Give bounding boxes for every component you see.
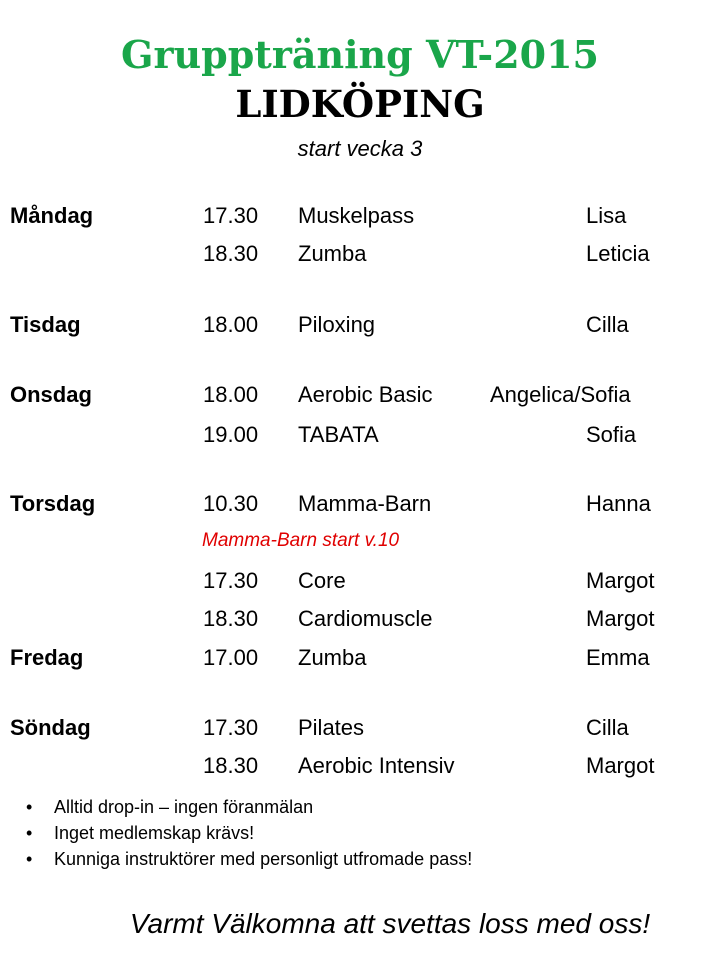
class-name: Mamma-Barn: [298, 491, 432, 516]
class-time: 19.00: [203, 422, 259, 447]
class-time: 17.30: [203, 715, 259, 740]
class-time: 18.00: [203, 312, 259, 337]
schedule-row: [0, 422, 720, 452]
instructor-name: Hanna: [586, 491, 651, 516]
day-label: Torsdag: [10, 491, 96, 516]
class-name: TABATA: [298, 422, 379, 447]
list-item: [0, 820, 472, 846]
page-title: Gruppträning VT-2015: [121, 32, 599, 77]
class-name: Core: [298, 568, 346, 593]
class-time: 18.30: [203, 606, 259, 631]
instructor-name: Margot: [586, 568, 655, 593]
class-name: Muskelpass: [298, 203, 415, 228]
day-label: Onsdag: [10, 382, 92, 407]
day-label: Tisdag: [10, 312, 81, 337]
instructor-name: Cilla: [586, 312, 629, 337]
instructor-name: Sofia: [586, 422, 637, 447]
class-name: Piloxing: [298, 312, 376, 337]
bullet-text: Kunniga instruktörer med personligt utfromade pass!: [54, 849, 473, 869]
instructor-name: Angelica/Sofia: [490, 382, 631, 407]
bullet-text: Inget medlemskap krävs!: [54, 823, 255, 843]
class-name: Zumba: [298, 645, 367, 670]
day-label: Söndag: [10, 715, 91, 740]
class-time: 17.00: [203, 645, 259, 670]
schedule-row: [0, 203, 720, 233]
instructor-name: Margot: [586, 753, 655, 778]
instructor-name: Margot: [586, 606, 655, 631]
instructor-name: Emma: [586, 645, 650, 670]
class-time: 18.30: [203, 753, 259, 778]
instructor-name: Lisa: [586, 203, 627, 228]
start-note: Mamma-Barn start v.10: [202, 530, 400, 551]
bullet-icon: •: [26, 823, 33, 843]
start-week: start vecka 3: [297, 136, 423, 161]
schedule-row: [0, 382, 720, 412]
bullet-icon: •: [26, 849, 33, 869]
schedule-row: [0, 645, 720, 675]
instructor-name: Leticia: [586, 241, 650, 266]
class-name: Cardiomuscle: [298, 606, 433, 631]
instructor-name: Cilla: [586, 715, 629, 740]
welcome-message: Varmt Välkomna att svettas loss med oss!: [129, 908, 651, 939]
class-name: Zumba: [298, 241, 367, 266]
class-time: 17.30: [203, 568, 259, 593]
bullet-text: Alltid drop-in – ingen föranmälan: [54, 797, 314, 817]
class-time: 18.00: [203, 382, 259, 407]
bullet-icon: •: [26, 797, 33, 817]
info-bullet-list: [0, 794, 472, 872]
class-time: 18.30: [203, 241, 259, 266]
list-item: [0, 794, 472, 820]
day-label: Måndag: [10, 203, 94, 228]
schedule-row: [0, 312, 720, 342]
schedule-row: [0, 753, 720, 783]
page-subtitle: LIDKÖPING: [235, 82, 485, 126]
schedule-row: [0, 241, 720, 271]
schedule-row: [0, 568, 720, 598]
class-name: Aerobic Basic: [298, 382, 433, 407]
schedule-row: [0, 491, 720, 521]
class-name: Pilates: [298, 715, 365, 740]
class-time: 10.30: [203, 491, 259, 516]
class-name: Aerobic Intensiv: [298, 753, 455, 778]
schedule-row: [0, 606, 720, 636]
day-label: Fredag: [10, 645, 84, 670]
class-time: 17.30: [203, 203, 259, 228]
list-item: [0, 846, 472, 872]
schedule-row: [0, 715, 720, 745]
